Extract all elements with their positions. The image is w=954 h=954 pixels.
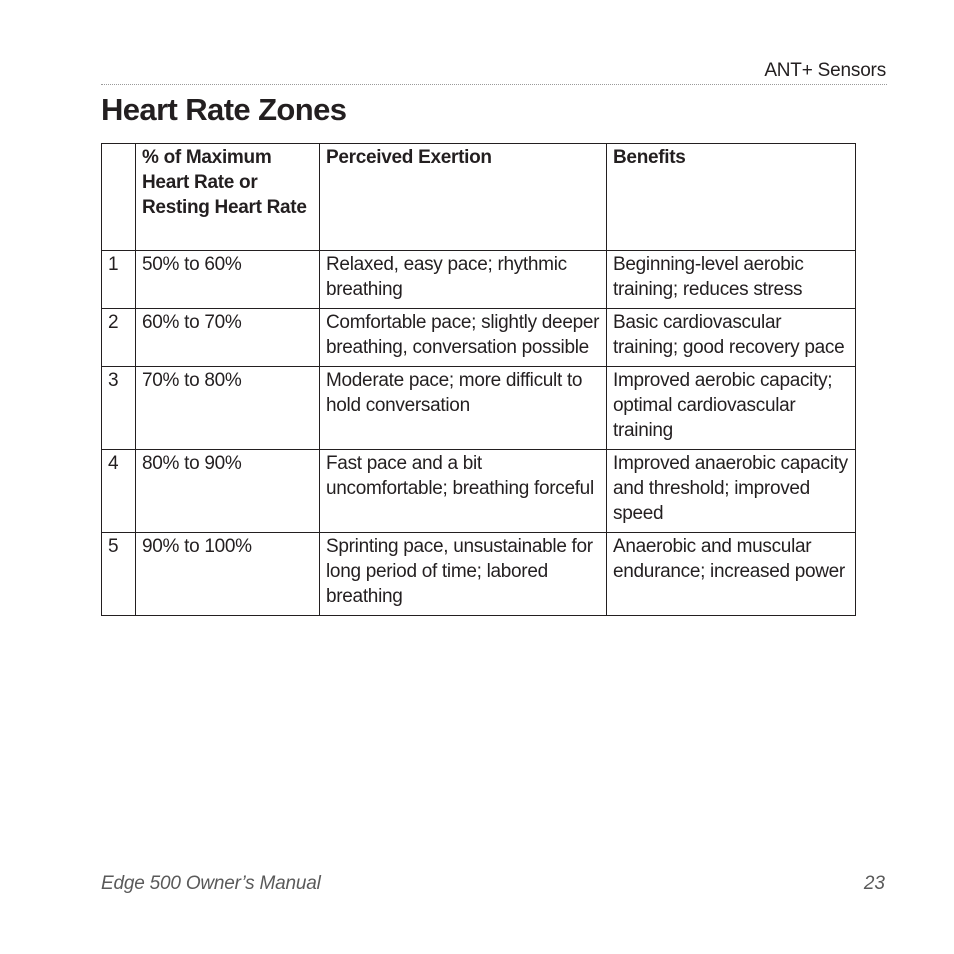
table-row: [102, 309, 856, 367]
header-exertion: Perceived Exertion: [320, 144, 607, 251]
header-benefits: Benefits: [607, 144, 856, 251]
page-title: Heart Rate Zones: [101, 92, 347, 127]
benefits-cell: Basic cardiovascular training; good recovery pace: [607, 309, 856, 367]
percent-cell: 80% to 90%: [136, 450, 320, 533]
benefits-cell: Improved anaerobic capacity and threshold; improved speed: [607, 450, 856, 533]
header-zone: [102, 144, 136, 251]
table-row: [102, 251, 856, 309]
exertion-cell: Comfortable pace; slightly deeper breathing, conversation possible: [320, 309, 607, 367]
percent-cell: 90% to 100%: [136, 533, 320, 616]
percent-cell: 60% to 70%: [136, 309, 320, 367]
exertion-cell: Sprinting pace, unsustainable for long period of time; labored breathing: [320, 533, 607, 616]
table-row: [102, 450, 856, 533]
benefits-cell: Anaerobic and muscular endurance; increased power: [607, 533, 856, 616]
zone-cell: 1: [102, 251, 136, 309]
table-row: [102, 533, 856, 616]
header-percent: % of Maximum Heart Rate or Resting Heart Rate: [136, 144, 320, 251]
percent-cell: 50% to 60%: [136, 251, 320, 309]
benefits-cell: Beginning-level aerobic training; reduces stress: [607, 251, 856, 309]
heart-rate-zones-table: [101, 143, 856, 616]
header-divider: [101, 84, 887, 85]
table-header-row: [102, 144, 856, 251]
footer-manual-title: Edge 500 Owner’s Manual: [101, 873, 321, 894]
footer-page-number: 23: [863, 873, 885, 894]
zone-cell: 2: [102, 309, 136, 367]
running-header-section: ANT+ Sensors: [764, 60, 886, 81]
table-row: [102, 367, 856, 450]
percent-cell: 70% to 80%: [136, 367, 320, 450]
benefits-cell: Improved aerobic capacity; optimal cardiovascular training: [607, 367, 856, 450]
zone-cell: 4: [102, 450, 136, 533]
exertion-cell: Relaxed, easy pace; rhythmic breathing: [320, 251, 607, 309]
exertion-cell: Fast pace and a bit uncomfortable; breathing forceful: [320, 450, 607, 533]
exertion-cell: Moderate pace; more difficult to hold conversation: [320, 367, 607, 450]
zone-cell: 5: [102, 533, 136, 616]
zone-cell: 3: [102, 367, 136, 450]
